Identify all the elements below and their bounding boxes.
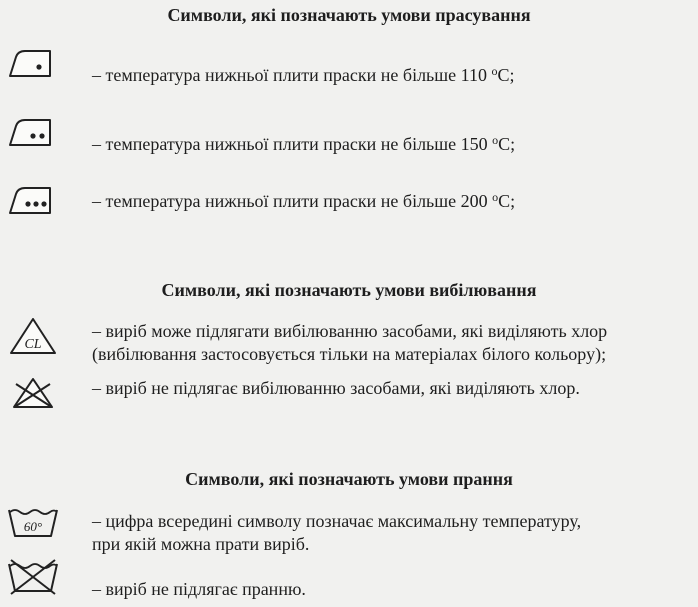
washing-heading: Символи, які позначають умови прання [185, 469, 513, 489]
no-wash-icon [6, 556, 60, 596]
iron-two-dots-icon [6, 114, 56, 150]
ironing-heading: Символи, які позначають умови прасування [167, 5, 531, 25]
iron-200-description: – температура нижньої плити праски не більше 200 $^o$C; [92, 190, 516, 211]
bleach-allowed-line-2: (вибілювання застосовується тільки на матеріалах білого кольору); [92, 344, 607, 364]
svg-text:CL: CL [24, 337, 42, 352]
iron-three-dots-icon [6, 182, 56, 218]
no-bleach-icon [10, 376, 56, 410]
bleaching-heading: Символи, які позначають умови вибілювання [161, 280, 537, 300]
wash-temperature-line-1: – цифра всередині символу позначає максимальну температуру, [92, 511, 582, 531]
svg-text:60°: 60° [23, 519, 43, 534]
no-bleach-description: – виріб не підлягає вибілюванню засобами, які виділяють хлор. [92, 378, 580, 398]
wash-temperature-line-2: при якій можна прати виріб. [92, 534, 310, 554]
wash-tub-60-icon [6, 506, 60, 540]
bleach-triangle-cl-icon [8, 316, 58, 356]
iron-150-description: – температура нижньої плити праски не більше 150 $^o$C; [92, 133, 516, 154]
iron-one-dot-icon [6, 45, 56, 81]
no-wash-description: – виріб не підлягає пранню. [92, 579, 306, 599]
bleach-allowed-line-1: – виріб може підлягати вибілюванню засобами, які виділяють хлор [92, 321, 608, 341]
iron-110-description: – температура нижньої плити праски не більше 110 $^o$C; [92, 64, 515, 85]
